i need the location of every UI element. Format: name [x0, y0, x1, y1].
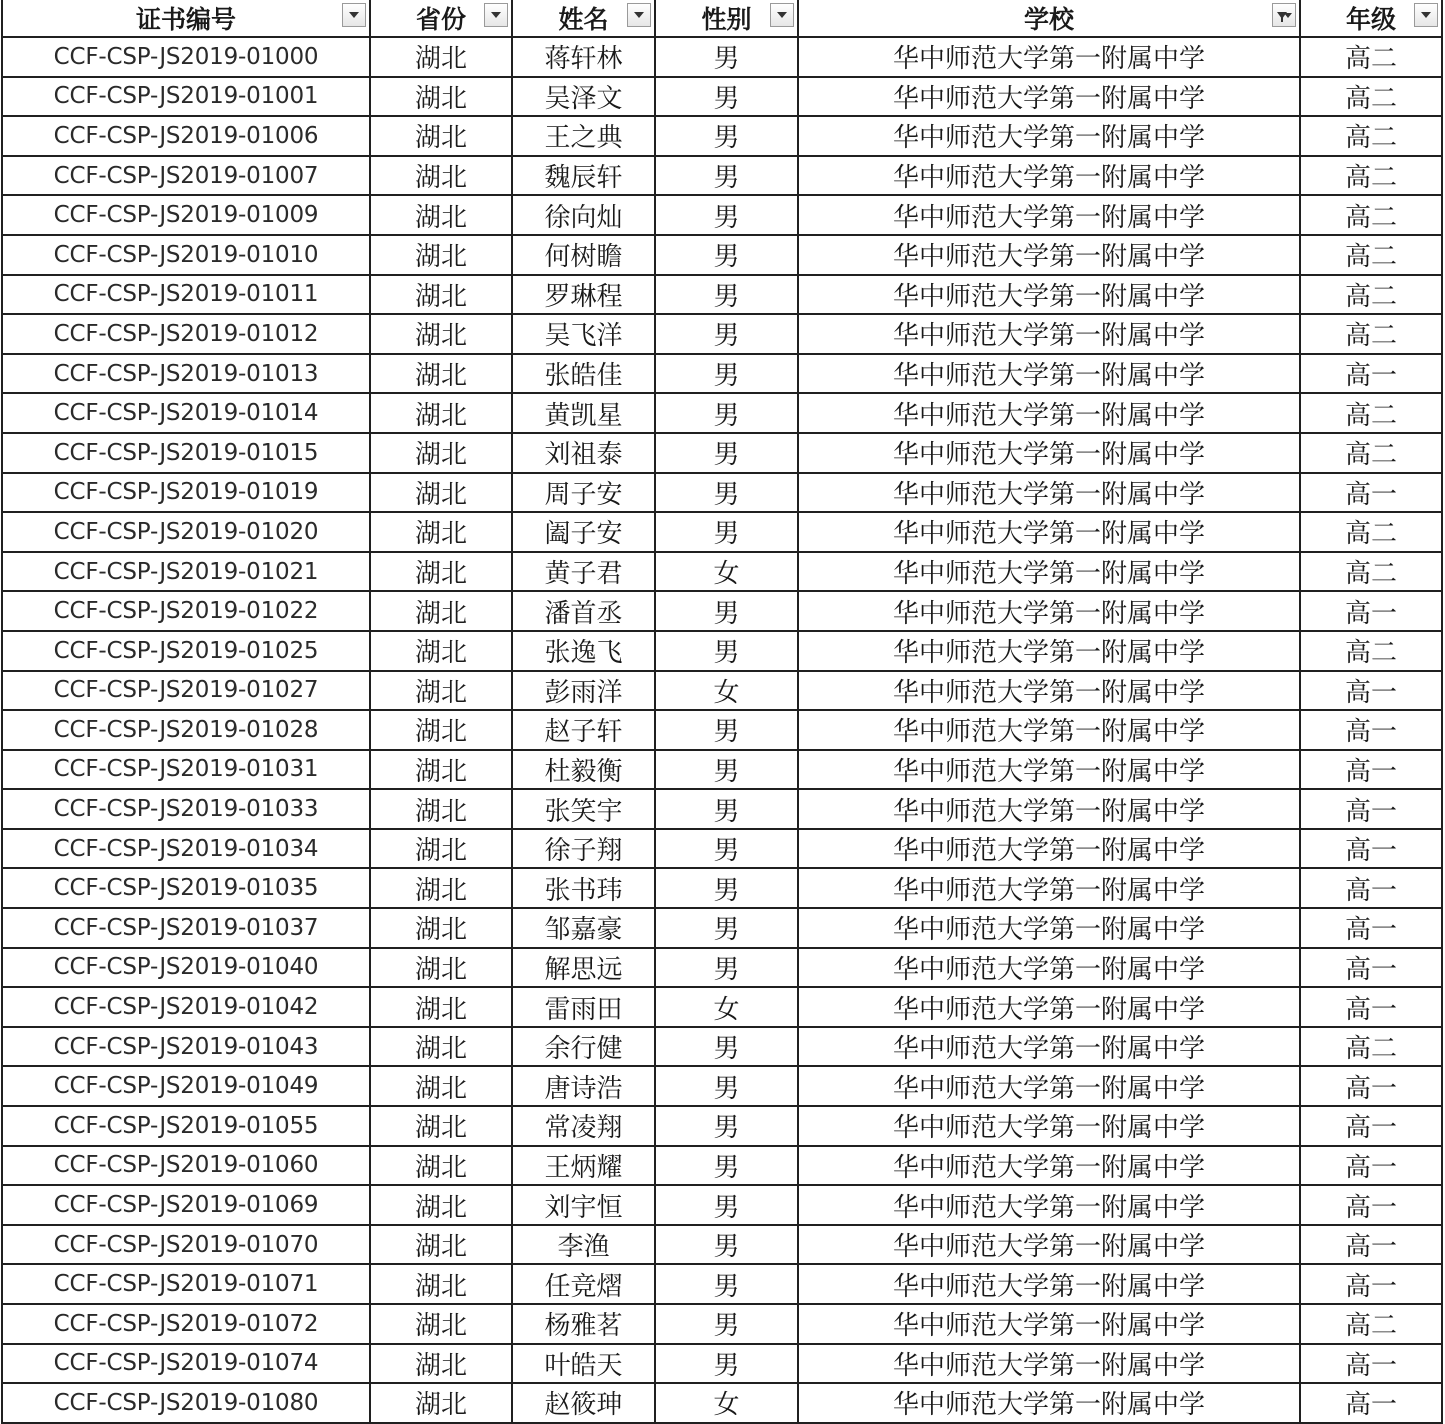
table-row: [2, 512, 1442, 552]
cell-province[interactable]: 湖北: [370, 829, 512, 869]
cell-cert[interactable]: CCF-CSP-JS2019-01021: [2, 552, 370, 592]
cell-gender[interactable]: 男: [655, 1304, 798, 1344]
header-name[interactable]: [512, 0, 655, 37]
cell-name[interactable]: 魏辰轩: [512, 156, 655, 196]
table-row: [2, 908, 1442, 948]
cell-province[interactable]: 湖北: [370, 37, 512, 77]
cell-school[interactable]: 华中师范大学第一附属中学: [798, 1225, 1300, 1265]
cell-gender[interactable]: 男: [655, 1066, 798, 1106]
cell-grade[interactable]: 高一: [1300, 1383, 1442, 1423]
table-row: [2, 1146, 1442, 1186]
province-filter-button[interactable]: [484, 3, 508, 27]
header-grade[interactable]: [1300, 0, 1442, 37]
cell-province[interactable]: 湖北: [370, 77, 512, 117]
cell-province[interactable]: 湖北: [370, 671, 512, 711]
table-row: [2, 37, 1442, 77]
cell-name[interactable]: 任竞熠: [512, 1264, 655, 1304]
cell-grade[interactable]: 高二: [1300, 37, 1442, 77]
cell-grade[interactable]: 高一: [1300, 908, 1442, 948]
cert-filter-button[interactable]: [342, 3, 366, 27]
cell-gender[interactable]: 男: [655, 116, 798, 156]
cell-cert[interactable]: CCF-CSP-JS2019-01014: [2, 393, 370, 433]
cell-province[interactable]: 湖北: [370, 1027, 512, 1067]
cell-grade[interactable]: 高一: [1300, 750, 1442, 790]
table-row: [2, 1225, 1442, 1265]
cell-name[interactable]: 赵子轩: [512, 710, 655, 750]
cell-province[interactable]: 湖北: [370, 1106, 512, 1146]
cell-grade[interactable]: 高一: [1300, 710, 1442, 750]
cell-gender[interactable]: 男: [655, 433, 798, 473]
cell-grade[interactable]: 高一: [1300, 591, 1442, 631]
cell-school[interactable]: 华中师范大学第一附属中学: [798, 195, 1300, 235]
cell-cert[interactable]: CCF-CSP-JS2019-01006: [2, 116, 370, 156]
table-row: [2, 868, 1442, 908]
filter-funnel-icon: [1277, 8, 1292, 22]
cell-province[interactable]: 湖北: [370, 1225, 512, 1265]
cell-cert[interactable]: CCF-CSP-JS2019-01011: [2, 275, 370, 315]
cell-name[interactable]: 潘首丞: [512, 591, 655, 631]
cell-cert[interactable]: CCF-CSP-JS2019-01034: [2, 829, 370, 869]
cell-cert[interactable]: CCF-CSP-JS2019-01019: [2, 473, 370, 513]
chevron-down-icon: [491, 12, 501, 18]
cell-gender[interactable]: 男: [655, 1146, 798, 1186]
chevron-down-icon: [349, 12, 359, 18]
cell-province[interactable]: 湖北: [370, 473, 512, 513]
cell-school[interactable]: 华中师范大学第一附属中学: [798, 829, 1300, 869]
cell-grade[interactable]: 高一: [1300, 789, 1442, 829]
cell-gender[interactable]: 男: [655, 1264, 798, 1304]
cell-gender[interactable]: 男: [655, 829, 798, 869]
grade-filter-button[interactable]: [1414, 3, 1438, 27]
cell-name[interactable]: 叶皓天: [512, 1344, 655, 1384]
cell-school[interactable]: 华中师范大学第一附属中学: [798, 1264, 1300, 1304]
cell-name[interactable]: 余行健: [512, 1027, 655, 1067]
cell-cert[interactable]: CCF-CSP-JS2019-01080: [2, 1383, 370, 1423]
cell-gender[interactable]: 女: [655, 552, 798, 592]
cell-school[interactable]: 华中师范大学第一附属中学: [798, 1027, 1300, 1067]
cell-gender[interactable]: 男: [655, 591, 798, 631]
cell-school[interactable]: 华中师范大学第一附属中学: [798, 314, 1300, 354]
cell-name[interactable]: 唐诗浩: [512, 1066, 655, 1106]
cell-school[interactable]: 华中师范大学第一附属中学: [798, 1146, 1300, 1186]
cell-school[interactable]: 华中师范大学第一附属中学: [798, 789, 1300, 829]
cell-gender[interactable]: 男: [655, 473, 798, 513]
cell-cert[interactable]: CCF-CSP-JS2019-01060: [2, 1146, 370, 1186]
cell-school[interactable]: 华中师范大学第一附属中学: [798, 908, 1300, 948]
cell-province[interactable]: 湖北: [370, 156, 512, 196]
cell-grade[interactable]: 高二: [1300, 314, 1442, 354]
cell-cert[interactable]: CCF-CSP-JS2019-01009: [2, 195, 370, 235]
cell-province[interactable]: 湖北: [370, 235, 512, 275]
cell-province[interactable]: 湖北: [370, 1066, 512, 1106]
cell-grade[interactable]: 高一: [1300, 1344, 1442, 1384]
cell-grade[interactable]: 高二: [1300, 235, 1442, 275]
table-row: [2, 552, 1442, 592]
table-row: [2, 829, 1442, 869]
table-row: [2, 789, 1442, 829]
chevron-down-icon: [634, 12, 644, 18]
cell-gender[interactable]: 男: [655, 354, 798, 394]
cell-cert[interactable]: CCF-CSP-JS2019-01037: [2, 908, 370, 948]
school-filter-button[interactable]: [1272, 3, 1296, 27]
cell-grade[interactable]: 高一: [1300, 671, 1442, 711]
cell-grade[interactable]: 高一: [1300, 1264, 1442, 1304]
cell-cert[interactable]: CCF-CSP-JS2019-01027: [2, 671, 370, 711]
table-row: [2, 1304, 1442, 1344]
cell-school[interactable]: 华中师范大学第一附属中学: [798, 631, 1300, 671]
cell-gender[interactable]: 男: [655, 37, 798, 77]
cell-gender[interactable]: 男: [655, 393, 798, 433]
cell-province[interactable]: 湖北: [370, 1304, 512, 1344]
cell-school[interactable]: 华中师范大学第一附属中学: [798, 671, 1300, 711]
header-gender[interactable]: [655, 0, 798, 37]
cell-province[interactable]: 湖北: [370, 1185, 512, 1225]
cell-grade[interactable]: 高二: [1300, 512, 1442, 552]
chevron-down-icon: [777, 12, 787, 18]
cell-gender[interactable]: 男: [655, 235, 798, 275]
cell-grade[interactable]: 高二: [1300, 156, 1442, 196]
cell-province[interactable]: 湖北: [370, 631, 512, 671]
table-row: [2, 948, 1442, 988]
table-row: [2, 156, 1442, 196]
table-row: [2, 393, 1442, 433]
table-row: [2, 1344, 1442, 1384]
cell-gender[interactable]: 男: [655, 1225, 798, 1265]
certificate-table: [1, 0, 1443, 1424]
cell-name[interactable]: 黄凯星: [512, 393, 655, 433]
cell-name[interactable]: 杨雅茗: [512, 1304, 655, 1344]
cell-school[interactable]: 华中师范大学第一附属中学: [798, 1304, 1300, 1344]
cell-school[interactable]: 华中师范大学第一附属中学: [798, 591, 1300, 631]
cell-grade[interactable]: 高一: [1300, 354, 1442, 394]
cell-school[interactable]: 华中师范大学第一附属中学: [798, 433, 1300, 473]
cell-grade[interactable]: 高二: [1300, 631, 1442, 671]
cell-province[interactable]: 湖北: [370, 591, 512, 631]
table-row: [2, 1264, 1442, 1304]
cell-province[interactable]: 湖北: [370, 1146, 512, 1186]
cell-province[interactable]: 湖北: [370, 750, 512, 790]
table-row: [2, 591, 1442, 631]
table-row: [2, 433, 1442, 473]
cell-name[interactable]: 徐子翔: [512, 829, 655, 869]
cell-name[interactable]: 张书玮: [512, 868, 655, 908]
cell-name[interactable]: 杜毅衡: [512, 750, 655, 790]
cell-name[interactable]: 张皓佳: [512, 354, 655, 394]
cell-province[interactable]: 湖北: [370, 1264, 512, 1304]
header-name-label: 姓名: [558, 5, 609, 34]
cell-school[interactable]: 华中师范大学第一附属中学: [798, 77, 1300, 117]
cell-name[interactable]: 张逸飞: [512, 631, 655, 671]
cell-grade[interactable]: 高一: [1300, 1225, 1442, 1265]
cell-school[interactable]: 华中师范大学第一附属中学: [798, 37, 1300, 77]
cell-cert[interactable]: CCF-CSP-JS2019-01015: [2, 433, 370, 473]
table-row: [2, 710, 1442, 750]
cell-grade[interactable]: 高一: [1300, 868, 1442, 908]
header-province[interactable]: [370, 0, 512, 37]
cell-name[interactable]: 邹嘉豪: [512, 908, 655, 948]
table-row: [2, 1066, 1442, 1106]
cell-grade[interactable]: 高一: [1300, 473, 1442, 513]
cell-gender[interactable]: 女: [655, 671, 798, 711]
cell-cert[interactable]: CCF-CSP-JS2019-01000: [2, 37, 370, 77]
table-row: [2, 1106, 1442, 1146]
cell-cert[interactable]: CCF-CSP-JS2019-01010: [2, 235, 370, 275]
cell-gender[interactable]: 男: [655, 77, 798, 117]
cell-grade[interactable]: 高二: [1300, 275, 1442, 315]
header-school[interactable]: [798, 0, 1300, 37]
table-row: [2, 750, 1442, 790]
cell-name[interactable]: 周子安: [512, 473, 655, 513]
cell-province[interactable]: 湖北: [370, 354, 512, 394]
cell-school[interactable]: 华中师范大学第一附属中学: [798, 393, 1300, 433]
cell-gender[interactable]: 男: [655, 1185, 798, 1225]
cell-name[interactable]: 罗琳程: [512, 275, 655, 315]
cell-name[interactable]: 刘祖泰: [512, 433, 655, 473]
cell-name[interactable]: 雷雨田: [512, 987, 655, 1027]
cell-name[interactable]: 张笑宇: [512, 789, 655, 829]
cell-cert[interactable]: CCF-CSP-JS2019-01055: [2, 1106, 370, 1146]
header-school-label: 学校: [1023, 5, 1074, 34]
table-row: [2, 1185, 1442, 1225]
cell-name[interactable]: 阖子安: [512, 512, 655, 552]
cell-cert[interactable]: CCF-CSP-JS2019-01007: [2, 156, 370, 196]
cell-gender[interactable]: 男: [655, 750, 798, 790]
cell-name[interactable]: 刘宇恒: [512, 1185, 655, 1225]
cell-cert[interactable]: CCF-CSP-JS2019-01025: [2, 631, 370, 671]
cell-gender[interactable]: 男: [655, 195, 798, 235]
cell-name[interactable]: 解思远: [512, 948, 655, 988]
cell-school[interactable]: 华中师范大学第一附属中学: [798, 473, 1300, 513]
table-body: [2, 37, 1442, 1423]
cell-cert[interactable]: CCF-CSP-JS2019-01022: [2, 591, 370, 631]
cell-name[interactable]: 何树瞻: [512, 235, 655, 275]
cell-cert[interactable]: CCF-CSP-JS2019-01040: [2, 948, 370, 988]
cell-gender[interactable]: 男: [655, 789, 798, 829]
cell-school[interactable]: 华中师范大学第一附属中学: [798, 1344, 1300, 1384]
cell-cert[interactable]: CCF-CSP-JS2019-01013: [2, 354, 370, 394]
cell-school[interactable]: 华中师范大学第一附属中学: [798, 552, 1300, 592]
cell-name[interactable]: 彭雨洋: [512, 671, 655, 711]
cell-cert[interactable]: CCF-CSP-JS2019-01001: [2, 77, 370, 117]
cell-grade[interactable]: 高一: [1300, 1106, 1442, 1146]
cell-school[interactable]: 华中师范大学第一附属中学: [798, 1383, 1300, 1423]
table-row: [2, 314, 1442, 354]
cell-school[interactable]: 华中师范大学第一附属中学: [798, 948, 1300, 988]
cell-name[interactable]: 赵筱珅: [512, 1383, 655, 1423]
cell-gender[interactable]: 男: [655, 710, 798, 750]
cell-school[interactable]: 华中师范大学第一附属中学: [798, 512, 1300, 552]
cell-grade[interactable]: 高一: [1300, 829, 1442, 869]
cell-province[interactable]: 湖北: [370, 1344, 512, 1384]
gender-filter-button[interactable]: [770, 3, 794, 27]
cell-province[interactable]: 湖北: [370, 512, 512, 552]
cell-grade[interactable]: 高一: [1300, 1066, 1442, 1106]
cell-school[interactable]: 华中师范大学第一附属中学: [798, 1106, 1300, 1146]
cell-grade[interactable]: 高二: [1300, 552, 1442, 592]
cell-province[interactable]: 湖北: [370, 195, 512, 235]
cell-grade[interactable]: 高二: [1300, 77, 1442, 117]
cell-school[interactable]: 华中师范大学第一附属中学: [798, 275, 1300, 315]
table-row: [2, 116, 1442, 156]
cell-grade[interactable]: 高一: [1300, 987, 1442, 1027]
table-row: [2, 354, 1442, 394]
cell-gender[interactable]: 女: [655, 987, 798, 1027]
cell-gender[interactable]: 男: [655, 512, 798, 552]
cell-school[interactable]: 华中师范大学第一附属中学: [798, 235, 1300, 275]
cell-gender[interactable]: 男: [655, 1106, 798, 1146]
cell-province[interactable]: 湖北: [370, 275, 512, 315]
cell-name[interactable]: 李渔: [512, 1225, 655, 1265]
cell-school[interactable]: 华中师范大学第一附属中学: [798, 710, 1300, 750]
header-cert[interactable]: [2, 0, 370, 37]
table-row: [2, 671, 1442, 711]
cell-name[interactable]: 王炳耀: [512, 1146, 655, 1186]
cell-name[interactable]: 吴飞洋: [512, 314, 655, 354]
cell-cert[interactable]: CCF-CSP-JS2019-01035: [2, 868, 370, 908]
table-row: [2, 275, 1442, 315]
cell-grade[interactable]: 高二: [1300, 1027, 1442, 1067]
cell-cert[interactable]: CCF-CSP-JS2019-01072: [2, 1304, 370, 1344]
cell-cert[interactable]: CCF-CSP-JS2019-01070: [2, 1225, 370, 1265]
cell-province[interactable]: 湖北: [370, 868, 512, 908]
cell-cert[interactable]: CCF-CSP-JS2019-01069: [2, 1185, 370, 1225]
cell-province[interactable]: 湖北: [370, 433, 512, 473]
cell-cert[interactable]: CCF-CSP-JS2019-01033: [2, 789, 370, 829]
table-row: [2, 1027, 1442, 1067]
cell-cert[interactable]: CCF-CSP-JS2019-01074: [2, 1344, 370, 1384]
cell-name[interactable]: 常凌翔: [512, 1106, 655, 1146]
header-province-label: 省份: [415, 5, 466, 34]
cell-gender[interactable]: 男: [655, 1027, 798, 1067]
header-grade-label: 年级: [1345, 5, 1396, 34]
cell-grade[interactable]: 高一: [1300, 948, 1442, 988]
cell-gender[interactable]: 男: [655, 156, 798, 196]
cell-province[interactable]: 湖北: [370, 987, 512, 1027]
cell-grade[interactable]: 高二: [1300, 195, 1442, 235]
cell-cert[interactable]: CCF-CSP-JS2019-01071: [2, 1264, 370, 1304]
cell-school[interactable]: 华中师范大学第一附属中学: [798, 868, 1300, 908]
cell-grade[interactable]: 高二: [1300, 393, 1442, 433]
cell-school[interactable]: 华中师范大学第一附属中学: [798, 156, 1300, 196]
table-row: [2, 77, 1442, 117]
cell-province[interactable]: 湖北: [370, 552, 512, 592]
cell-gender[interactable]: 男: [655, 275, 798, 315]
cell-gender[interactable]: 男: [655, 948, 798, 988]
cell-gender[interactable]: 男: [655, 314, 798, 354]
cell-school[interactable]: 华中师范大学第一附属中学: [798, 1066, 1300, 1106]
cell-name[interactable]: 蒋轩林: [512, 37, 655, 77]
cell-school[interactable]: 华中师范大学第一附属中学: [798, 116, 1300, 156]
cell-cert[interactable]: CCF-CSP-JS2019-01012: [2, 314, 370, 354]
table-row: [2, 631, 1442, 671]
table-row: [2, 473, 1442, 513]
cell-cert[interactable]: CCF-CSP-JS2019-01042: [2, 987, 370, 1027]
cell-school[interactable]: 华中师范大学第一附属中学: [798, 750, 1300, 790]
cell-school[interactable]: 华中师范大学第一附属中学: [798, 354, 1300, 394]
header-row: [2, 0, 1442, 37]
header-gender-label: 性别: [701, 5, 752, 34]
table-row: [2, 987, 1442, 1027]
cell-name[interactable]: 徐向灿: [512, 195, 655, 235]
cell-province[interactable]: 湖北: [370, 314, 512, 354]
table-row: [2, 1383, 1442, 1423]
cell-gender[interactable]: 男: [655, 1344, 798, 1384]
cell-name[interactable]: 吴泽文: [512, 77, 655, 117]
cell-province[interactable]: 湖北: [370, 908, 512, 948]
cell-grade[interactable]: 高一: [1300, 1146, 1442, 1186]
cell-cert[interactable]: CCF-CSP-JS2019-01031: [2, 750, 370, 790]
cell-name[interactable]: 王之典: [512, 116, 655, 156]
cell-cert[interactable]: CCF-CSP-JS2019-01020: [2, 512, 370, 552]
cell-cert[interactable]: CCF-CSP-JS2019-01049: [2, 1066, 370, 1106]
table-row: [2, 195, 1442, 235]
cell-school[interactable]: 华中师范大学第一附属中学: [798, 1185, 1300, 1225]
cell-grade[interactable]: 高二: [1300, 433, 1442, 473]
cell-province[interactable]: 湖北: [370, 1383, 512, 1423]
cell-gender[interactable]: 女: [655, 1383, 798, 1423]
cell-province[interactable]: 湖北: [370, 393, 512, 433]
cell-grade[interactable]: 高一: [1300, 1185, 1442, 1225]
cell-name[interactable]: 黄子君: [512, 552, 655, 592]
cell-grade[interactable]: 高二: [1300, 116, 1442, 156]
cell-province[interactable]: 湖北: [370, 116, 512, 156]
cell-province[interactable]: 湖北: [370, 710, 512, 750]
cell-gender[interactable]: 男: [655, 908, 798, 948]
header-cert-label: 证书编号: [135, 5, 236, 34]
cell-cert[interactable]: CCF-CSP-JS2019-01043: [2, 1027, 370, 1067]
chevron-down-icon: [1421, 12, 1431, 18]
cell-school[interactable]: 华中师范大学第一附属中学: [798, 987, 1300, 1027]
table-row: [2, 235, 1442, 275]
cell-province[interactable]: 湖北: [370, 948, 512, 988]
cell-gender[interactable]: 男: [655, 631, 798, 671]
name-filter-button[interactable]: [627, 3, 651, 27]
cell-province[interactable]: 湖北: [370, 789, 512, 829]
cell-cert[interactable]: CCF-CSP-JS2019-01028: [2, 710, 370, 750]
cell-gender[interactable]: 男: [655, 868, 798, 908]
cell-grade[interactable]: 高二: [1300, 1304, 1442, 1344]
